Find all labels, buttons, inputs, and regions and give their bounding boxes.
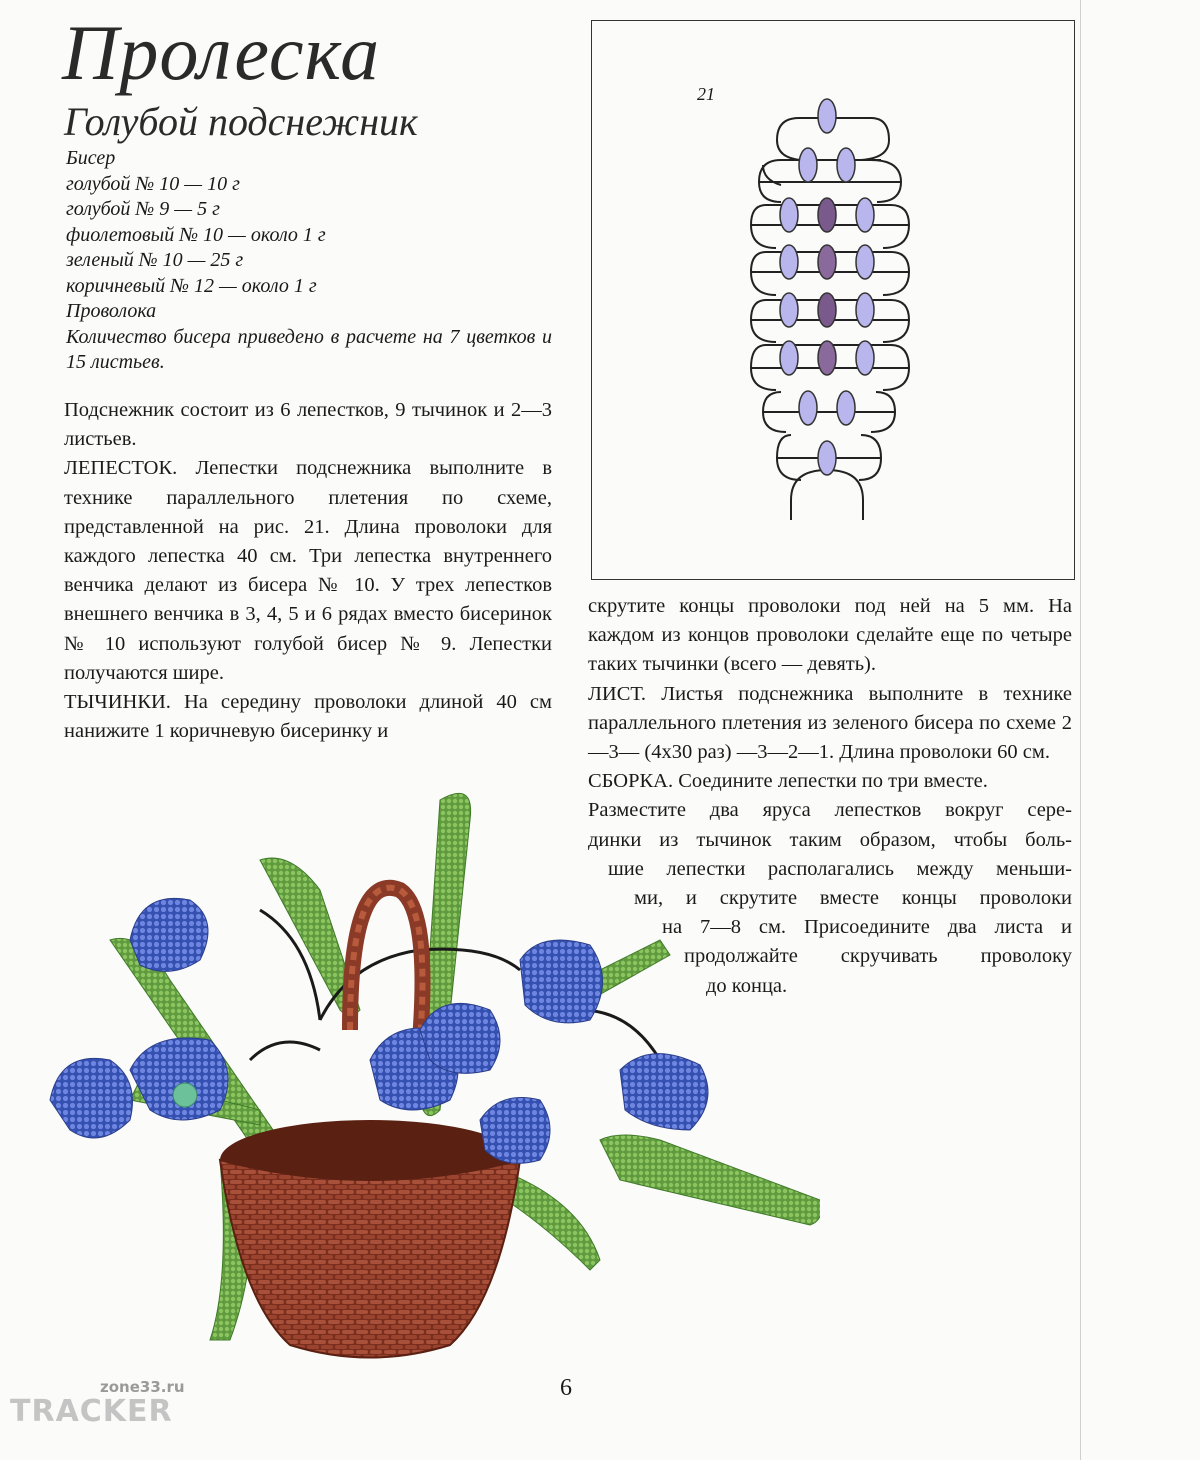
petal-paragraph bbox=[64, 454, 552, 688]
material-item: голубой № 10 — 10 г bbox=[66, 172, 240, 195]
bead-light bbox=[780, 245, 798, 279]
text-column-left bbox=[64, 396, 552, 746]
bead-dark bbox=[818, 341, 836, 375]
leaf bbox=[600, 1135, 820, 1225]
bead-light bbox=[780, 293, 798, 327]
assembly-line: динки из тычинок таким образом, чтобы боль- bbox=[588, 828, 1072, 851]
page-subtitle: Голубой подснежник bbox=[64, 99, 418, 144]
beads bbox=[780, 99, 874, 475]
flower bbox=[620, 1054, 708, 1130]
materials-heading: Бисер bbox=[66, 147, 116, 169]
assembly-heading: СБОРКА. bbox=[588, 770, 674, 793]
assembly-body: Соедините лепестки по три вместе. bbox=[673, 770, 988, 793]
page-title: Пролеска bbox=[62, 9, 381, 96]
bead-weaving-diagram bbox=[591, 20, 1075, 580]
bead-light bbox=[799, 391, 817, 425]
leaf-body: Листья подснежника выполните в технике параллельного плетения из зеленого бисера по схеме 2—3— (4х30 раз) —3—2—1. Длина проволоки 60 см. bbox=[588, 682, 1072, 764]
bead-light bbox=[856, 245, 874, 279]
bead-dark bbox=[818, 198, 836, 232]
leaf-heading: ЛИСТ. bbox=[588, 682, 646, 705]
bead-light bbox=[856, 198, 874, 232]
watermark-brand: TRACKER bbox=[10, 1394, 173, 1429]
petal-heading: ЛЕПЕСТОК. bbox=[64, 457, 178, 480]
material-item: коричневый № 12 — около 1 г bbox=[66, 274, 317, 297]
bead-dark bbox=[818, 293, 836, 327]
figure-number: 21 bbox=[697, 84, 715, 104]
bead-light bbox=[818, 441, 836, 475]
flower bbox=[50, 1058, 133, 1138]
flower-center bbox=[173, 1083, 197, 1107]
material-item: голубой № 9 — 5 г bbox=[66, 198, 220, 220]
materials-wire: Проволока bbox=[66, 300, 157, 322]
bead-light bbox=[856, 341, 874, 375]
bead-light bbox=[837, 148, 855, 182]
stamen-paragraph bbox=[64, 688, 552, 746]
bead-light bbox=[837, 391, 855, 425]
petal-body: Лепестки подснежника выполните в технике параллельного плетения по схеме, представленной на рис. 21. Длина проволоки для каждого лепестка 40 см. Три лепестка внутреннего венчика делают из бисера № 10. У трех лепестков внешнего венчика в 3, 4, 5 и 6 рядах вместо бисеринок № 10 используют голубой бисер № 9. Лепестки получаются шире. bbox=[64, 457, 552, 684]
bead-light bbox=[799, 148, 817, 182]
watermark-site: zone33.ru bbox=[100, 1378, 185, 1396]
assembly-line: до конца. bbox=[706, 974, 788, 997]
materials-list bbox=[66, 146, 552, 376]
flower bbox=[130, 898, 208, 971]
flower bbox=[480, 1098, 550, 1164]
stamen-continuation: скрутите концы проволоки под ней на 5 мм. На каждом из концов проволоки сделайте еще по четыре таких тычинки (всего — девять). bbox=[588, 595, 1072, 676]
stamen-body: На середину проволоки длиной 40 см нанижите 1 коричневую бисеринку и bbox=[64, 691, 552, 743]
flower bbox=[520, 940, 603, 1023]
material-item: зеленый № 10 — 25 г bbox=[66, 249, 244, 271]
material-item: фиолетовый № 10 — около 1 г bbox=[66, 223, 326, 246]
stamen-heading: ТЫЧИНКИ. bbox=[64, 691, 171, 714]
assembly-line: продолжайте скручивать проволоку bbox=[684, 945, 1072, 968]
bead-light bbox=[818, 99, 836, 133]
bead-light bbox=[780, 341, 798, 375]
bead-light bbox=[780, 198, 798, 232]
bouquet-illustration bbox=[20, 780, 820, 1370]
page-edge bbox=[1080, 0, 1081, 1460]
assembly-line: на 7—8 см. Присоедините два листа и bbox=[662, 916, 1072, 939]
leaf-paragraph bbox=[588, 680, 1072, 768]
assembly-line: шие лепестки располагались между меньши- bbox=[608, 857, 1072, 880]
materials-note: Количество бисера приведено в расчете на 7 цветков и 15 листьев. bbox=[66, 325, 552, 373]
bead-light bbox=[856, 293, 874, 327]
flower bbox=[130, 1038, 228, 1120]
page-number: 6 bbox=[560, 1375, 572, 1401]
bead-dark bbox=[818, 245, 836, 279]
intro-paragraph: Подснежник состоит из 6 лепестков, 9 тычинок и 2—3 листьев. bbox=[64, 399, 552, 451]
assembly-line: Разместите два яруса лепестков вокруг сере- bbox=[588, 799, 1072, 822]
assembly-line: ми, и скрутите вместе концы проволоки bbox=[634, 887, 1072, 910]
